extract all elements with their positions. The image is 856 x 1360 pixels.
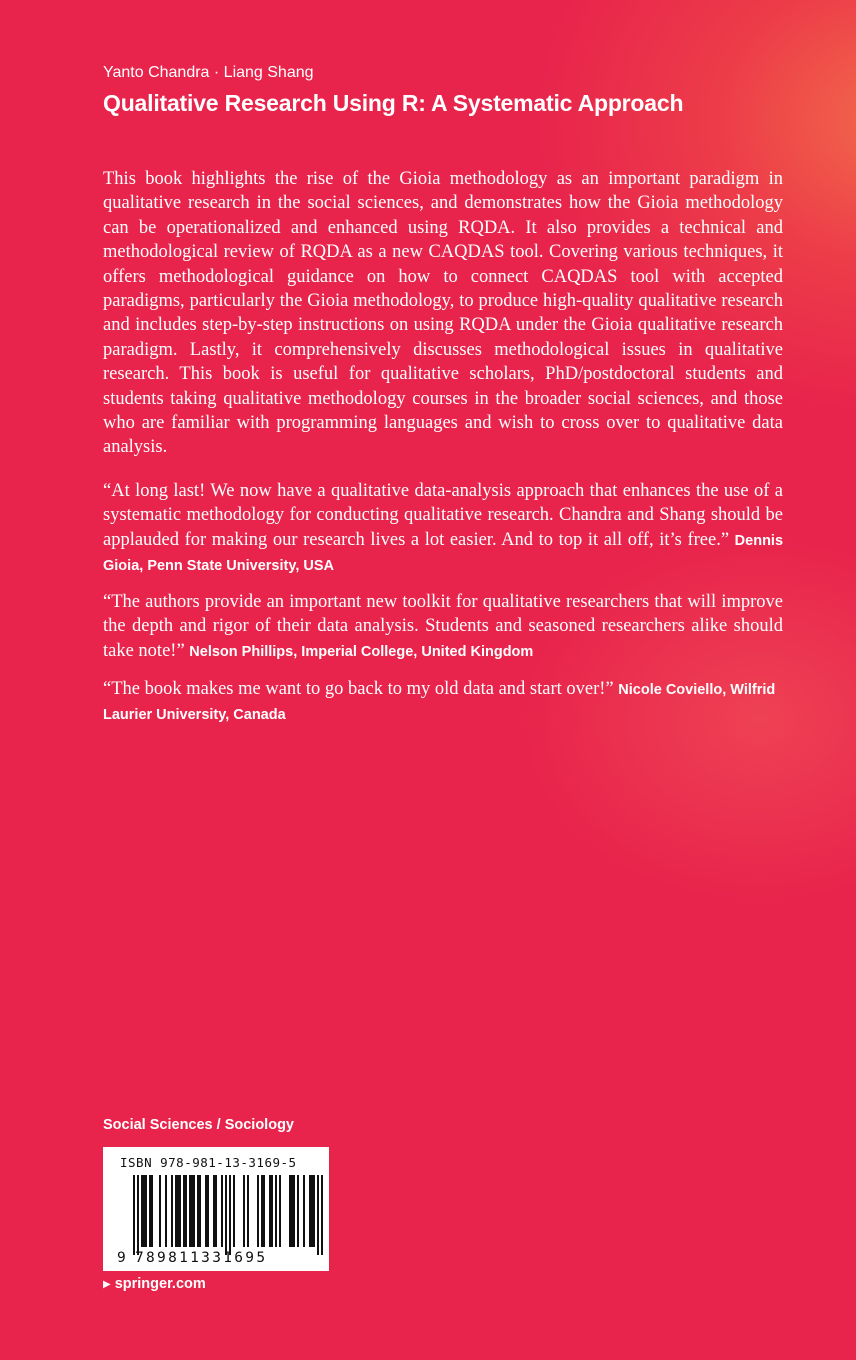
barcode-bar — [177, 1175, 179, 1247]
barcode-bar — [297, 1175, 299, 1247]
barcode-bar — [159, 1175, 161, 1247]
quote-attribution: Nicole Coviello, Wilfrid Laurier University, Canada — [103, 682, 776, 724]
barcode-bar — [271, 1175, 273, 1247]
isbn-label: ISBN 978-981-13-3169-5 — [120, 1155, 297, 1170]
barcode-bar — [199, 1175, 201, 1247]
barcode-first-digit: 9 — [117, 1250, 126, 1266]
arrow-right-icon: ▶ — [103, 1279, 111, 1290]
barcode-bar — [133, 1175, 135, 1255]
barcode-bar — [311, 1175, 313, 1247]
review-quote-2 — [103, 590, 783, 664]
barcode-bar — [243, 1175, 245, 1247]
barcode-bar — [213, 1175, 215, 1247]
barcode-bar — [221, 1175, 223, 1247]
review-quote-3 — [103, 677, 783, 728]
website-label: springer.com — [114, 1276, 206, 1292]
quote-attribution: Nelson Phillips, Imperial College, United Kingdom — [189, 643, 534, 660]
subject-category: Social Sciences / Sociology — [103, 1117, 294, 1133]
barcode-bar — [291, 1175, 293, 1247]
quote-text: “The book makes me want to go back to my old data and start over!” — [103, 679, 614, 699]
barcode-bar — [145, 1175, 147, 1247]
barcode-bar — [257, 1175, 259, 1247]
barcode-bar — [229, 1175, 231, 1255]
barcode-bar — [233, 1175, 235, 1247]
barcode-bar — [279, 1175, 281, 1247]
barcode-bar — [197, 1175, 199, 1247]
barcode-bar — [313, 1175, 315, 1247]
barcode-bar — [143, 1175, 145, 1247]
barcode-bar — [321, 1175, 323, 1255]
barcode-bar — [269, 1175, 271, 1247]
publisher-website[interactable] — [103, 1276, 206, 1292]
barcode-bar — [215, 1175, 217, 1247]
barcode-bar — [289, 1175, 291, 1247]
barcode-bar — [151, 1175, 153, 1247]
barcode-bar — [137, 1175, 139, 1255]
barcode-bar — [171, 1175, 173, 1247]
barcode-digits: 789811331695 — [135, 1250, 268, 1266]
barcode-bar — [179, 1175, 181, 1247]
barcode-bar — [317, 1175, 319, 1255]
isbn-barcode — [103, 1147, 329, 1271]
barcode-bar — [261, 1175, 263, 1247]
barcode-bar — [205, 1175, 207, 1247]
barcode-bar — [275, 1175, 277, 1247]
quote-attribution: Dennis Gioia, Penn State University, USA — [103, 532, 784, 575]
barcode-bar — [293, 1175, 295, 1247]
barcode-bar — [247, 1175, 249, 1247]
review-quote-1 — [103, 479, 783, 579]
barcode-bar — [141, 1175, 143, 1247]
barcode-bar — [149, 1175, 151, 1247]
barcode-bar — [175, 1175, 177, 1247]
book-title: Qualitative Research Using R: A Systematic Approach — [103, 90, 684, 116]
barcode-bar — [183, 1175, 185, 1247]
book-description: This book highlights the rise of the Gioia methodology as an important paradigm in qualitative research in the social sciences, and demonstrates how the Gioia methodology can be operationalized and enhanced using RQDA. It also provides a technical and methodological review of RQDA as a new CAQDAS tool. Covering various techniques, it offers methodological guidance on how to connect CAQDAS tool with accepted paradigms, particularly the Gioia methodology, to produce high-quality qualitative research and includes step-by-step instructions on using RQDA under the Gioia qualitative research paradigm. Lastly, it comprehensively discusses methodological issues in qualitative research. This book is useful for qualitative scholars, PhD/postdoctoral students and students taking qualitative methodology courses in the broader social sciences, and those who are familiar with programming languages and wish to cross over to qualitative data analysis. — [103, 169, 783, 458]
barcode-bar — [309, 1175, 311, 1247]
quote-text: “The authors provide an important new toolkit for qualitative researchers that will improve the depth and rigor of their data analysis. Students and seasoned researchers alike should take note!” — [103, 592, 783, 661]
barcode-bar — [263, 1175, 265, 1247]
barcode-bar — [165, 1175, 167, 1247]
barcode-bar — [207, 1175, 209, 1247]
barcode-bar — [185, 1175, 187, 1247]
barcode-bar — [193, 1175, 195, 1247]
barcode-bar — [225, 1175, 227, 1255]
barcode-bar — [191, 1175, 193, 1247]
quote-text: “At long last! We now have a qualitative data-analysis approach that enhances the use of a systematic methodology for conducting qualitative research. Chandra and Shang should be applauded for making our research lives a lot easier. And to top it all off, it’s free.” — [103, 481, 783, 550]
barcode-bar — [189, 1175, 191, 1247]
barcode-bar — [303, 1175, 305, 1247]
authors: Yanto Chandra · Liang Shang — [103, 64, 314, 81]
